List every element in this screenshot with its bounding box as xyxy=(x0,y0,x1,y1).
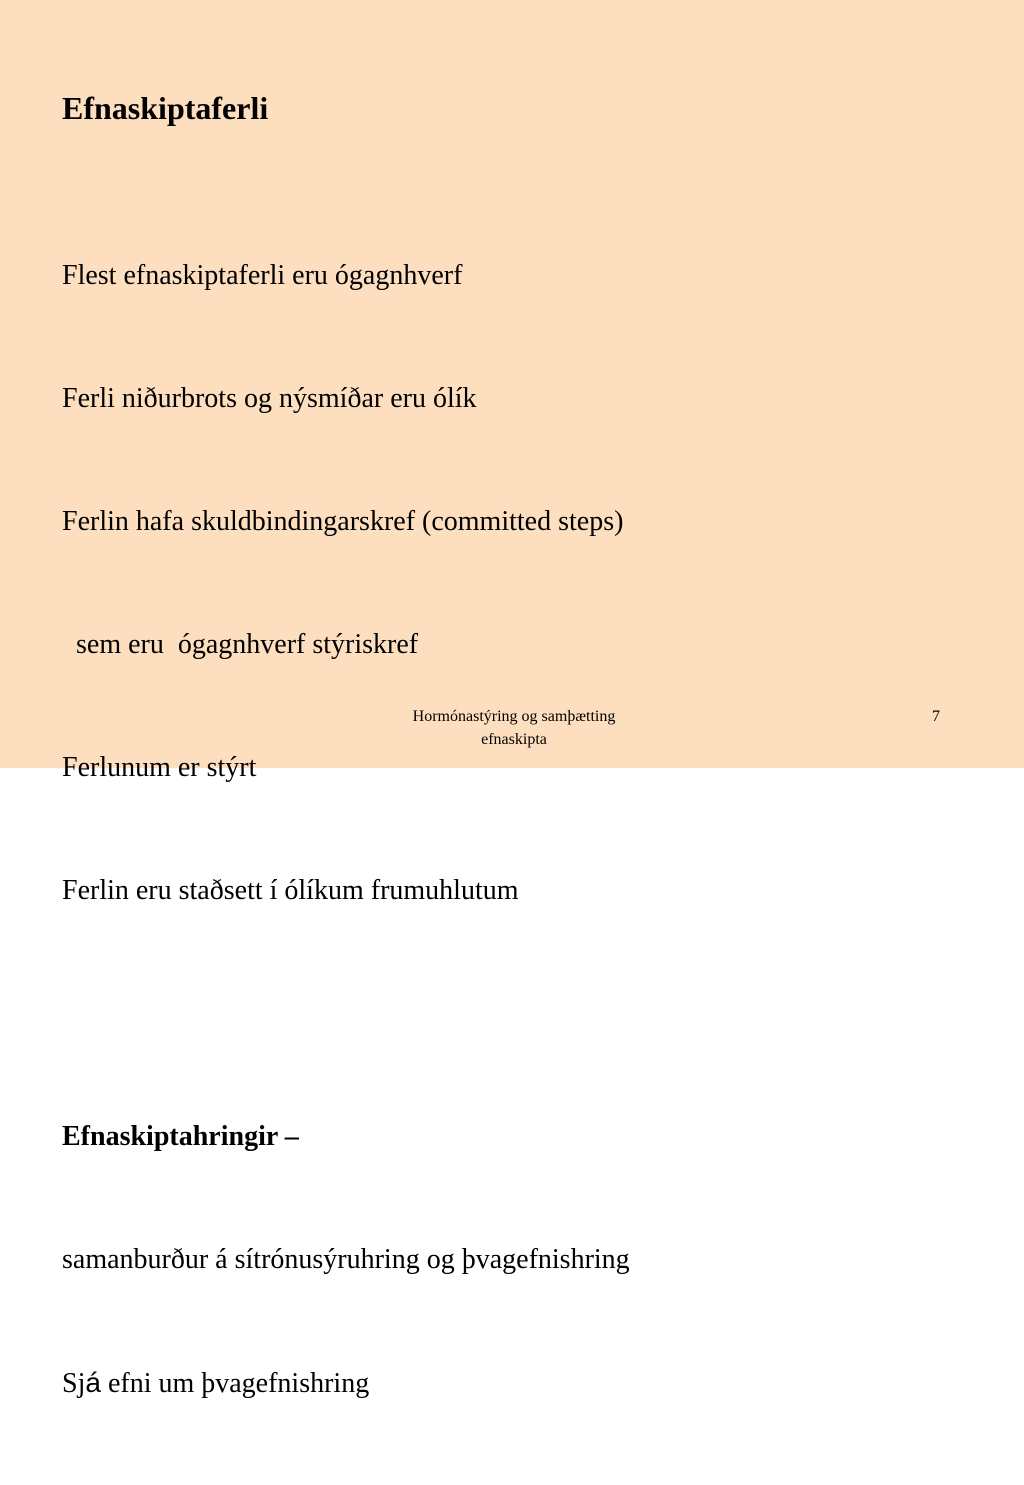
body-line-3: Ferlin hafa skuldbindingarskref (committed steps) xyxy=(62,506,624,537)
body-spacer xyxy=(62,993,630,1034)
see-rest: efni um þvagefnishring xyxy=(100,1368,370,1399)
body-line-6: Ferlin eru staðsett í ólíkum frumuhlutum xyxy=(62,875,519,906)
see-prefix: Sj xyxy=(62,1368,86,1399)
footer-title xyxy=(356,705,672,751)
slide-body xyxy=(62,173,630,1485)
see-material-line xyxy=(62,1362,630,1403)
body-line-4: sem eru ógagnhverf stýriskref xyxy=(62,629,419,660)
cycles-comparison-line: samanburður á sítrónusýruhring og þvagefnishring xyxy=(62,1244,630,1275)
cycles-subheading: Efnaskiptahringir – xyxy=(62,1121,299,1152)
body-line-5: Ferlunum er stýrt xyxy=(62,752,257,783)
footer-line-2: efnaskipta xyxy=(481,731,547,748)
slide-title: Efnaskiptaferli xyxy=(62,90,269,126)
page-number: 7 xyxy=(932,708,940,725)
footer-line-1: Hormónastýring og samþætting xyxy=(412,708,616,725)
body-line-2: Ferli niðurbrots og nýsmíðar eru ólík xyxy=(62,383,477,414)
body-line-1: Flest efnaskiptaferli eru ógagnhverf xyxy=(62,260,463,291)
see-accent: á xyxy=(85,1367,101,1398)
